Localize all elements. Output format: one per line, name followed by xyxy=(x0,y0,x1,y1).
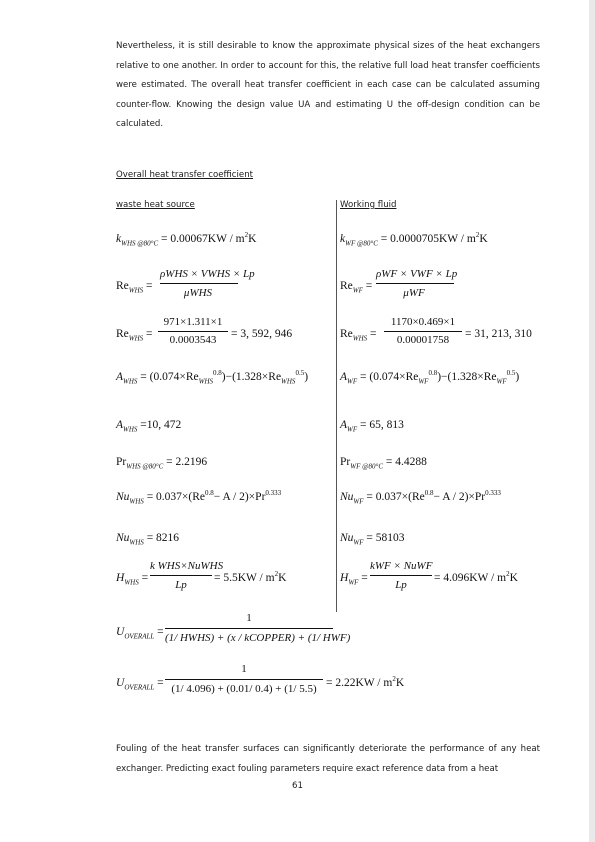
h-wf-result: = $4.096KW / m^2K$ xyxy=(434,570,518,584)
re-whs-value-numerator: 971×1.311×1 xyxy=(163,316,223,328)
a-whs-definition: $A_{WHS} = (0.074\times Re_{WHS}^{0.8})-(1.328\times Re_{WHS}^{0.5})$ xyxy=(116,369,309,386)
nu-wf-value: $Nu_{WF} = 58103$ xyxy=(340,532,405,547)
re-whs-definition-denominator: μWHS xyxy=(183,287,213,299)
re-wf-value-result: = 31, 213, 310 xyxy=(465,328,532,340)
u-overall-value-lhs: $U_{OVERALL}$ = xyxy=(116,677,164,692)
re-wf-definition-lhs: $Re_{WF}$ = xyxy=(340,280,373,295)
intro-paragraph: Nevertheless, it is still desirable to know the approximate physical sizes of the heat exchangers relative to one another. In order to account for this, the relative full load heat transfer coefficients were estimated. The overall heat transfer coefficient in each case can be calculated assuming counter-flow. Knowing the design value UA and estimating U the off-design condition can be calculated. xyxy=(116,41,540,130)
column-divider xyxy=(336,200,337,612)
u-overall-value-denominator: (1/ 4.096) + (0.01/ 0.4) + (1/ 5.5) xyxy=(171,683,317,695)
re-whs-definition-lhs: $Re_{WHS}$ = xyxy=(116,280,153,295)
right-column-heading: Working fluid xyxy=(340,200,397,210)
fraction-bar xyxy=(165,679,323,680)
pr-wf-equation: $Pr_{WF @80^\circ C} = 4.4288$ xyxy=(340,456,427,471)
nu-whs-value: $Nu_{WHS} = 8216$ xyxy=(116,532,180,547)
re-whs-value-result: = 3, 592, 946 xyxy=(231,328,293,340)
fraction-bar xyxy=(376,283,454,284)
re-wf-definition-denominator: μWF xyxy=(403,287,425,299)
a-wf-definition: $A_{WF} = (0.074\times Re_{WF}^{0.8})-(1.328\times Re_{WF}^{0.5})$ xyxy=(340,369,520,386)
fraction-bar xyxy=(370,575,432,576)
fraction-bar xyxy=(150,575,212,576)
nu-wf-definition: $Nu_{WF} = 0.037\times(Re^{0.8}- A / 2)\times Pr^{0.333}$ xyxy=(340,489,501,506)
re-whs-value-denominator: 0.0003543 xyxy=(169,334,217,346)
h-wf-denominator: Lp xyxy=(395,579,407,591)
h-whs-numerator: k WHS×NuWHS xyxy=(150,560,224,572)
page-edge-shadow xyxy=(589,0,595,842)
u-overall-definition-numerator: 1 xyxy=(246,612,252,624)
a-wf-value: $A_{WF} = 65$, 813 xyxy=(340,419,404,434)
section-heading: Overall heat transfer coefficient xyxy=(116,170,254,180)
closing-paragraph: Fouling of the heat transfer surfaces can significantly deteriorate the performance of any heat exchanger. Predicting exact fouling parameters require exact reference data from a heat xyxy=(116,744,540,774)
h-whs-denominator: Lp xyxy=(175,579,187,591)
u-overall-value-numerator: 1 xyxy=(241,663,247,675)
left-column-heading: waste heat source xyxy=(116,200,195,210)
u-overall-definition-lhs: $U_{OVERALL}$ = xyxy=(116,626,164,641)
page-number: 61 xyxy=(292,781,303,791)
re-wf-value-lhs: $Re_{WHS}$ = xyxy=(340,328,377,343)
fraction-bar xyxy=(160,283,238,284)
h-whs-result: = $5.5KW / m^2K$ xyxy=(214,570,287,584)
re-whs-definition-numerator: ρWHS × VWHS × Lp xyxy=(160,268,255,280)
re-wf-value-denominator: 0.00001758 xyxy=(396,334,450,346)
re-wf-definition-numerator: ρWF × VWF × Lp xyxy=(376,268,458,280)
nu-whs-definition: $Nu_{WHS} = 0.037\times(Re^{0.8}- A / 2)\times Pr^{0.333}$ xyxy=(116,489,282,506)
u-overall-definition-denominator: (1/ HWHS) + (x / kCOPPER) + (1/ HWF) xyxy=(165,632,351,644)
re-whs-value-lhs: $Re_{WHS}$ = xyxy=(116,328,153,343)
pr-whs-equation: $Pr_{WHS @80^\circ C} = 2.2196$ xyxy=(116,456,208,471)
k-whs-equation: $k_{WHS @80^\circ C} = 0.00067KW / m^2K$ xyxy=(116,231,257,248)
k-wf-equation: $k_{WF @80^\circ C} = 0.0000705KW / m^2K$ xyxy=(340,231,488,248)
a-whs-value: $A_{WHS} =10$, 472 xyxy=(116,419,182,434)
h-wf-lhs: $H_{WF}$ = xyxy=(340,572,368,587)
u-overall-value-result: = $2.22KW / m^2K$ xyxy=(326,675,405,689)
fraction-bar xyxy=(165,628,333,629)
fraction-bar xyxy=(158,331,228,332)
h-wf-numerator: kWF × NuWF xyxy=(370,560,433,572)
re-wf-value-numerator: 1170×0.469×1 xyxy=(390,316,456,328)
h-whs-lhs: $H_{WHS}$ = xyxy=(116,572,149,587)
fraction-bar xyxy=(384,331,462,332)
